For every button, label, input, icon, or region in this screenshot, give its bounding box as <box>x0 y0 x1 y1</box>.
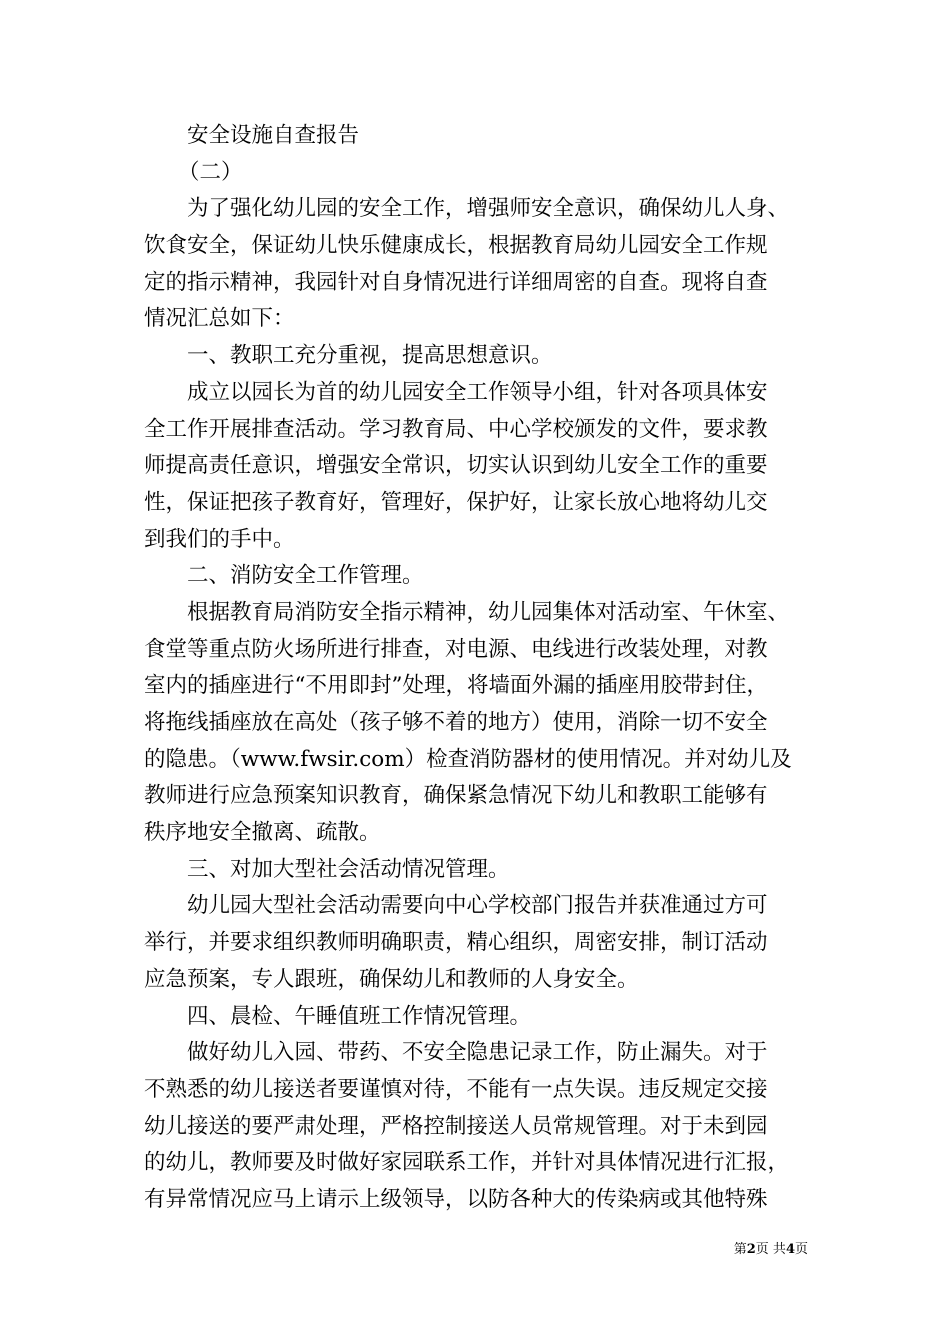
page-number-footer <box>734 1240 808 1260</box>
section-heading: 四、晨检、午睡值班工作情况管理。 <box>187 1003 532 1029</box>
section-heading: 三、对加大型社会活动情况管理。 <box>187 856 510 882</box>
text-line: 为了强化幼儿园的安全工作，增强师安全意识，确保幼儿人身、 <box>187 196 790 222</box>
text-line: 的幼儿，教师要及时做好家园联系工作，并针对具体情况进行汇报， <box>144 1150 790 1176</box>
section-heading: 二、消防安全工作管理。 <box>187 563 424 589</box>
text-line: 有异常情况应马上请示上级领导，以防各种大的传染病或其他特殊 <box>144 1186 768 1212</box>
text-line: 幼儿园大型社会活动需要向中心学校部门报告并获准通过方可 <box>187 893 768 919</box>
text-line: 成立以园长为首的幼儿园安全工作领导小组，针对各项具体安 <box>187 379 768 405</box>
total-pages-number: 4 <box>785 1242 795 1257</box>
text-line: 教师进行应急预案知识教育，确保紧急情况下幼儿和教职工能够有 <box>144 783 768 809</box>
text-line: 的隐患。（www.fwsir.com）检查消防器材的使用情况。并对幼儿及 <box>144 746 792 772</box>
text-line: 幼儿接送的要严肃处理，严格控制接送人员常规管理。对于未到园 <box>144 1113 768 1139</box>
text-line: 到我们的手中。 <box>144 526 295 552</box>
text-line: 秩序地安全撤离、疏散。 <box>144 820 381 846</box>
text-line: 室内的插座进行“不用即封”处理，将墙面外漏的插座用胶带封住， <box>144 673 768 699</box>
text-line: 做好幼儿入园、带药、不安全隐患记录工作，防止漏失。对于 <box>187 1040 768 1066</box>
text-line: 饮食安全，保证幼儿快乐健康成长，根据教育局幼儿园安全工作规 <box>144 233 768 259</box>
text-line: 将拖线插座放在高处（孩子够不着的地方）使用，消除一切不安全 <box>144 710 768 735</box>
text-line: 不熟悉的幼儿接送者要谨慎对待，不能有一点失误。违反规定交接 <box>144 1076 768 1102</box>
footer-prefix: 第 <box>733 1242 747 1257</box>
document-title: 安全设施自查报告 <box>187 123 360 148</box>
footer-suffix: 页 <box>794 1242 808 1257</box>
current-page-number: 2 <box>746 1242 756 1257</box>
text-line: 性，保证把孩子教育好，管理好，保护好，让家长放心地将幼儿交 <box>144 489 768 515</box>
text-line: 食堂等重点防火场所进行排查，对电源、电线进行改装处理，对教 <box>144 636 768 662</box>
document-body <box>144 118 808 1219</box>
text-line: 根据教育局消防安全指示精神，幼儿园集体对活动室、午休室、 <box>187 599 790 625</box>
text-line: 应急预案，专人跟班，确保幼儿和教师的人身安全。 <box>144 966 639 992</box>
footer-middle: 页 共 <box>755 1242 786 1257</box>
text-line: 师提高责任意识，增强安全常识，切实认识到幼儿安全工作的重要 <box>144 453 768 479</box>
text-line: 全工作开展排查活动。学习教育局、中心学校颁发的文件，要求教 <box>144 416 768 442</box>
document-subtitle: （二） <box>178 159 243 185</box>
text-line: 情况汇总如下： <box>144 306 295 332</box>
text-line: 举行，并要求组织教师明确职责，精心组织，周密安排，制订活动 <box>144 930 768 956</box>
text-line: 定的指示精神，我园针对自身情况进行详细周密的自查。现将自查 <box>144 269 768 295</box>
section-heading: 一、教职工充分重视，提高思想意识。 <box>187 343 553 369</box>
